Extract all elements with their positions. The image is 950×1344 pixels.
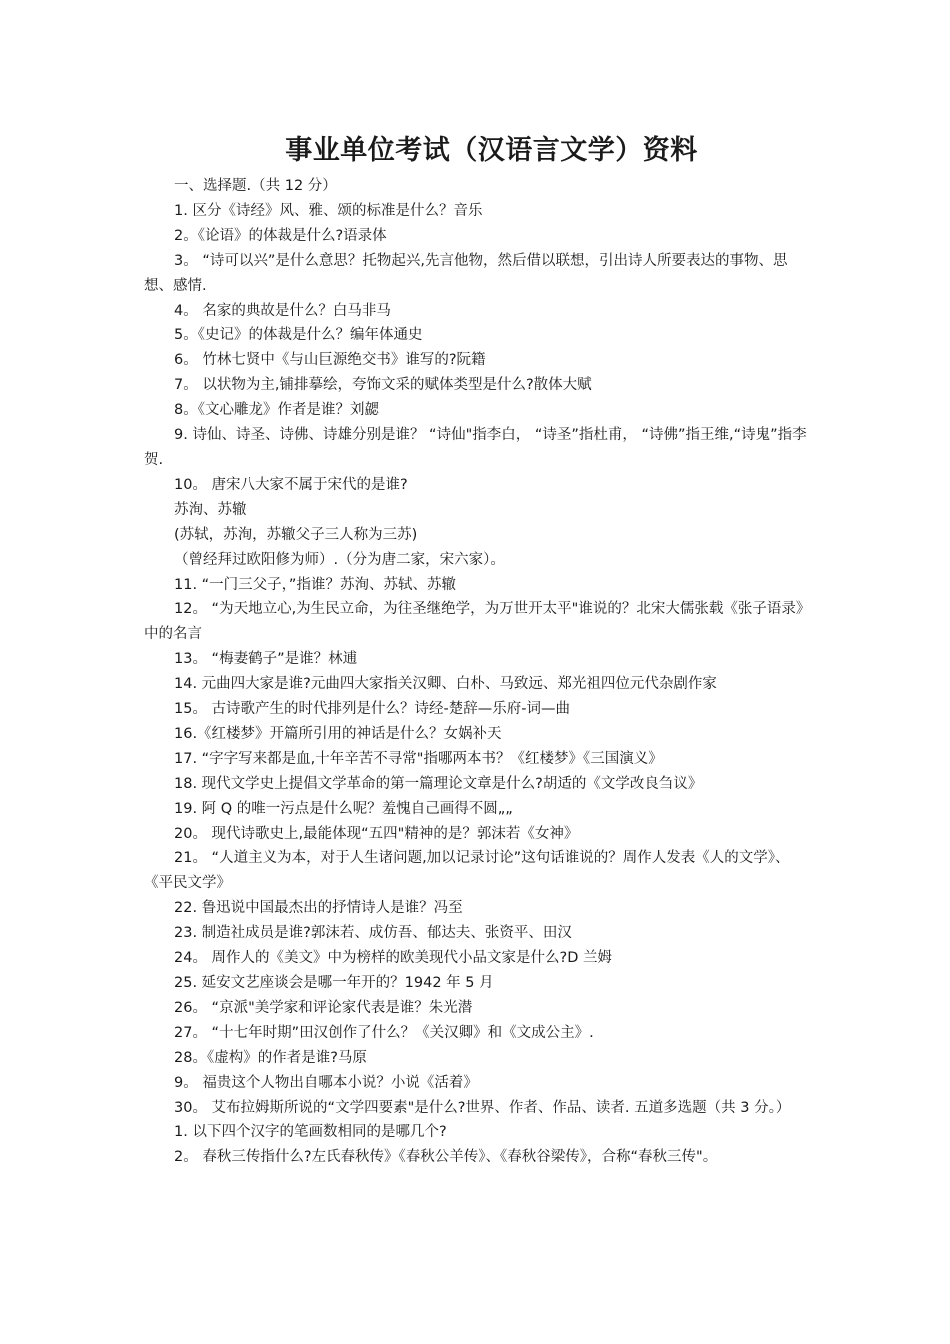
document-paragraph: 21。 “人道主义为本，对于人生诸问题,加以记录讨论”这句话谁说的？周作人发表《人的文学》、《平民文学》	[144, 850, 790, 892]
document-paragraph: 2。《论语》的体裁是什么?语录体	[174, 227, 387, 244]
document-paragraph: 13。 “梅妻鹤子”是谁？林逋	[174, 651, 358, 668]
document-paragraph: 23. 制造社成员是谁?郭沫若、成仿吾、郁达夫、张资平、田汉	[174, 925, 572, 942]
document-paragraph: 10。 唐宋八大家不属于宋代的是谁?	[174, 476, 408, 493]
document-paragraph: 16.《红楼梦》开篇所引用的神话是什么？女娲补天	[174, 725, 502, 742]
document-paragraph: 1. 区分《诗经》风、雅、颂的标准是什么？音乐	[174, 202, 483, 219]
document-paragraph: 15。 古诗歌产生的时代排列是什么？诗经-楚辞—乐府-词—曲	[174, 701, 571, 718]
document-paragraph: 3。 “诗可以兴”是什么意思？托物起兴,先言他物，然后借以联想，引出诗人所要表达的事物、思想、感情.	[144, 252, 788, 294]
document-paragraph: 14. 元曲四大家是谁?元曲四大家指关汉卿、白朴、马致远、郑光祖四位元代杂剧作家	[174, 676, 717, 693]
document-paragraph: （曾经拜过欧阳修为师）.（分为唐二家，宋六家）。	[174, 551, 505, 568]
document-paragraph: 5。《史记》的体裁是什么？编年体通史	[174, 327, 423, 344]
document-paragraph: 11. “一门三父子，”指谁？苏洵、苏轼、苏辙	[174, 576, 456, 593]
document-paragraph: 20。 现代诗歌史上,最能体现“五四"精神的是？郭沫若《女神》	[174, 825, 579, 842]
document-paragraph: 9. 诗仙、诗圣、诗佛、诗雄分别是谁？ “诗仙"指李白， “诗圣”指杜甫， “诗佛”指王维,“诗鬼”指李贺.	[144, 427, 807, 468]
document-paragraph: 9。 福贵这个人物出自哪本小说？小说《活着》	[174, 1074, 478, 1091]
document-paragraph: 1. 以下四个汉字的笔画数相同的是哪几个?	[174, 1124, 447, 1141]
document-paragraph: 17. “字字写来都是血,十年辛苦不寻常"指哪两本书？《红楼梦》《三国演义》	[174, 750, 663, 767]
document-paragraph: 苏洵、苏辙	[174, 501, 247, 518]
document-paragraph: 22. 鲁迅说中国最杰出的抒情诗人是谁？冯至	[174, 900, 463, 917]
document-paragraph: 30。 艾布拉姆斯所说的“文学四要素"是什么?世界、作者、作品、读者. 五道多选题（共 3 分。）	[174, 1099, 791, 1116]
document-paragraph: 12。 “为天地立心,为生民立命，为往圣继绝学，为万世开太平"谁说的？北宋大儒张载《张子语录》中的名言	[144, 601, 804, 643]
document-paragraph: 2。 春秋三传指什么?左氏春秋传》《春秋公羊传》、《春秋谷梁传》，合称“春秋三传"。	[174, 1149, 718, 1166]
document-paragraph: 27。 “十七年时期”田汉创作了什么？《关汉卿》和《文成公主》.	[174, 1024, 594, 1041]
document-paragraph: 26。 “京派"美学家和评论家代表是谁？朱光潜	[174, 999, 473, 1016]
document-paragraph: 4。 名家的典故是什么？白马非马	[174, 302, 391, 319]
document-paragraph: 18. 现代文学史上提倡文学革命的第一篇理论文章是什么?胡适的《文学改良刍议》	[174, 775, 703, 792]
document-paragraph: 6。 竹林七贤中《与山巨源绝交书》谁写的?阮籍	[174, 352, 486, 369]
document-paragraph: 一、选择题.（共 12 分）	[174, 178, 337, 194]
document-paragraph: (苏轼，苏洵，苏辙父子三人称为三苏)	[174, 526, 418, 543]
document-paragraph: 24。 周作人的《美文》中为榜样的欧美现代小品文家是什么?D 兰姆	[174, 950, 613, 967]
document-title: 事业单位考试（汉语言文学）资料	[285, 135, 698, 166]
document-paragraph: 28。《虚构》的作者是谁?马原	[174, 1049, 367, 1066]
document-paragraph: 25. 延安文艺座谈会是哪一年开的？1942 年 5 月	[174, 975, 494, 991]
document-paragraph: 8。《文心雕龙》作者是谁？刘勰	[174, 402, 379, 419]
document-paragraph: 19. 阿 Q 的唯一污点是什么呢？羞愧自己画得不圆„„	[174, 800, 513, 817]
document-paragraph: 7。 以状物为主,铺排摹绘，夸饰文采的赋体类型是什么?散体大赋	[174, 377, 592, 394]
document-body	[144, 174, 810, 1170]
